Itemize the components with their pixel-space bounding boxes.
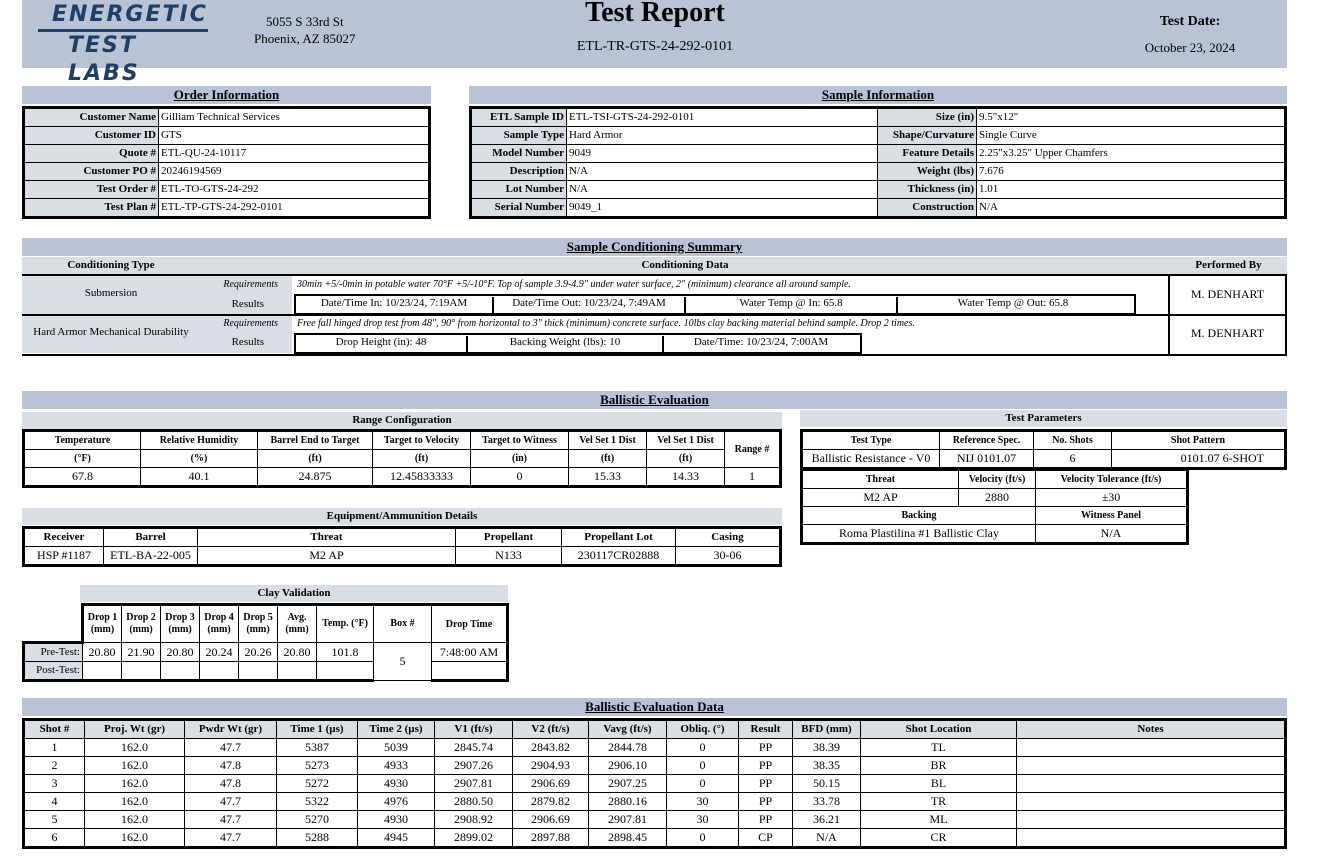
range-header: Vel Set 1 Dist — [647, 431, 725, 450]
equip-header: Casing — [676, 528, 781, 547]
data-cell: 5322 — [277, 793, 358, 811]
table-row — [471, 181, 1286, 199]
equip-value: HSP #1187 — [24, 547, 104, 566]
table-row — [24, 163, 430, 181]
data-cell: 2879.82 — [513, 793, 589, 811]
data-cell: 47.7 — [185, 739, 277, 757]
data-cell: 5288 — [277, 829, 358, 848]
clay-value: 20.80 — [83, 643, 122, 662]
data-cell — [1017, 757, 1286, 775]
order-value: GTS — [159, 127, 430, 145]
param-header: Velocity (ft/s) — [959, 471, 1036, 489]
table-row — [471, 127, 1286, 145]
data-cell: 4930 — [358, 775, 435, 793]
table-row — [471, 199, 1286, 218]
data-cell: 47.7 — [185, 829, 277, 848]
data-cell: ML — [861, 811, 1017, 829]
data-cell — [1017, 739, 1286, 757]
submersion-type: Submersion — [84, 287, 138, 299]
order-value: Gilliam Technical Services — [159, 108, 430, 127]
data-header: Shot # — [24, 720, 85, 739]
range-unit: (in) — [471, 450, 569, 468]
data-header: Proj. Wt (gr) — [85, 720, 185, 739]
sample-value: 9049_1 — [567, 199, 878, 218]
range-header: Relative Humidity — [141, 431, 258, 450]
submersion-res-label: Results — [231, 298, 264, 310]
data-cell: 2 — [24, 757, 85, 775]
data-cell: 2906.69 — [513, 775, 589, 793]
data-cell: 30 — [667, 811, 739, 829]
clay-value: 20.26 — [239, 643, 278, 662]
table-row — [24, 662, 508, 681]
data-cell: 2907.81 — [435, 775, 513, 793]
data-cell: TR — [861, 793, 1017, 811]
data-cell: 162.0 — [85, 829, 185, 848]
submersion-requirements: 30min +5/-0min in potable water 70°F +5/-10°F. Top of sample 3.9-4.9" under water surface, 2" (minimum) clearance all around sample. — [297, 279, 851, 290]
data-header: Pwdr Wt (gr) — [185, 720, 277, 739]
table-row — [471, 108, 1286, 127]
order-label: Test Plan # — [24, 199, 159, 218]
range-value: 0 — [471, 468, 569, 487]
sample-label: Serial Number — [471, 199, 567, 218]
range-header: Target to Witness — [471, 431, 569, 450]
clay-header: Drop 5 (mm) — [239, 605, 278, 643]
data-cell: 4976 — [358, 793, 435, 811]
sample-label: Size (in) — [878, 108, 977, 127]
data-cell: PP — [739, 811, 793, 829]
data-header: Result — [739, 720, 793, 739]
sample-label: Weight (lbs) — [878, 163, 977, 181]
data-header: Time 2 (µs) — [358, 720, 435, 739]
sample-value: 9.5"x12" — [977, 108, 1286, 127]
param-value: N/A — [1036, 525, 1188, 544]
range-unit: (°F) — [24, 450, 141, 468]
equip-header: Barrel — [104, 528, 198, 547]
data-cell: CP — [739, 829, 793, 848]
table-row — [24, 829, 1286, 848]
data-cell: 2845.74 — [435, 739, 513, 757]
clay-value: 20.24 — [200, 643, 239, 662]
table-row — [24, 468, 781, 487]
data-cell: 36.21 — [793, 811, 861, 829]
sample-label: Lot Number — [471, 181, 567, 199]
test-params-title: Test Parameters — [800, 410, 1287, 427]
table-row — [24, 145, 430, 163]
equipment-table — [22, 526, 782, 567]
ballistic-eval-title: Ballistic Evaluation — [22, 391, 1287, 409]
equip-header: Threat — [198, 528, 456, 547]
clay-value: 21.90 — [122, 643, 161, 662]
equip-value: 30-06 — [676, 547, 781, 566]
param-value: Ballistic Resistance - V0 — [802, 450, 940, 469]
clay-empty — [83, 662, 122, 681]
report-id: ETL-TR-GTS-24-292-0101 — [576, 39, 734, 54]
range-config-table — [22, 429, 782, 488]
data-cell: BR — [861, 757, 1017, 775]
param-value: Roma Plastilina #1 Ballistic Clay — [802, 525, 1036, 544]
data-cell: 0 — [667, 739, 739, 757]
data-cell: 2904.93 — [513, 757, 589, 775]
equip-value: 230117CR02888 — [562, 547, 676, 566]
sample-value: 7.676 — [977, 163, 1286, 181]
report-title: Test Report — [585, 0, 725, 28]
data-cell: 47.7 — [185, 793, 277, 811]
range-config-title: Range Configuration — [22, 412, 782, 429]
table-row — [24, 775, 1286, 793]
data-cell: 47.8 — [185, 757, 277, 775]
param-value: M2 AP — [802, 489, 959, 507]
clay-corner — [24, 605, 83, 643]
order-label: Test Order # — [24, 181, 159, 199]
data-cell: 5039 — [358, 739, 435, 757]
submersion-temp-out: Water Temp @ Out: 65.8 — [957, 297, 1069, 309]
equip-header: Propellant — [456, 528, 562, 547]
clay-value: 101.8 — [317, 643, 374, 662]
range-value: 12.45833333 — [373, 468, 471, 487]
param-value: 6 — [1034, 450, 1112, 469]
clay-validation-table — [22, 603, 509, 682]
range-unit: (ft) — [258, 450, 373, 468]
data-cell: 2899.02 — [435, 829, 513, 848]
range-value: 40.1 — [141, 468, 258, 487]
data-cell: 33.78 — [793, 793, 861, 811]
table-header-row — [24, 431, 781, 450]
ballistic-data-table — [22, 718, 1287, 849]
order-label: Quote # — [24, 145, 159, 163]
data-cell: 2843.82 — [513, 739, 589, 757]
submersion-time-in: Date/Time In: 10/23/24, 7:19AM — [296, 297, 494, 313]
equipment-title: Equipment/Ammunition Details — [22, 508, 782, 525]
table-row — [24, 739, 1286, 757]
range-value: 14.33 — [647, 468, 725, 487]
mechanical-performed-by: M. DENHART — [1190, 326, 1265, 340]
range-unit: (ft) — [647, 450, 725, 468]
order-value: 20246194569 — [159, 163, 430, 181]
submersion-temp-in: Water Temp @ In: 65.8 — [686, 297, 898, 313]
data-cell: 2880.16 — [589, 793, 667, 811]
param-header: Threat — [802, 471, 959, 489]
data-cell: 38.39 — [793, 739, 861, 757]
data-cell: 4 — [24, 793, 85, 811]
data-cell: 4933 — [358, 757, 435, 775]
ballistic-data-title: Ballistic Evaluation Data — [22, 698, 1287, 716]
company-logo — [38, 2, 218, 86]
data-header: V2 (ft/s) — [513, 720, 589, 739]
data-cell: 2844.78 — [589, 739, 667, 757]
mechanical-drop-height: Drop Height (in): 48 — [296, 336, 468, 352]
data-cell — [1017, 811, 1286, 829]
data-cell: 2880.50 — [435, 793, 513, 811]
range-header: Vel Set 1 Dist — [569, 431, 647, 450]
data-header: Vavg (ft/s) — [589, 720, 667, 739]
sample-value: Single Curve — [977, 127, 1286, 145]
data-cell: 3 — [24, 775, 85, 793]
test-date-value: October 23, 2024 — [1144, 40, 1236, 55]
order-info-title: Order Information — [22, 86, 431, 104]
order-info-table — [22, 106, 431, 219]
clay-value: 7:48:00 AM — [432, 643, 508, 662]
param-header: Test Type — [802, 431, 940, 450]
sample-value: 2.25"x3.25" Upper Chamfers — [977, 145, 1286, 163]
mechanical-requirements: Free fall hinged drop test from 48", 90° from horizontal to 3" thick (minimum) concrete surface. 10lbs clay backing material behind sample. Drop 2 times. — [297, 318, 915, 329]
range-unit: (ft) — [569, 450, 647, 468]
clay-value: 5 — [374, 643, 432, 681]
clay-empty — [278, 662, 317, 681]
table-row — [24, 757, 1286, 775]
table-row — [471, 145, 1286, 163]
clay-header: Box # — [374, 605, 432, 643]
table-header-row — [802, 507, 1188, 525]
data-cell: 5270 — [277, 811, 358, 829]
col-performed-by: Performed By — [1195, 259, 1262, 271]
range-header: Range # — [725, 431, 781, 468]
equip-value: ETL-BA-22-005 — [104, 547, 198, 566]
data-cell: 47.8 — [185, 775, 277, 793]
order-value: ETL-QU-24-10117 — [159, 145, 430, 163]
data-cell: 30 — [667, 793, 739, 811]
mechanical-res-label: Results — [231, 336, 264, 348]
mechanical-type: Hard Armor Mechanical Durability — [33, 326, 189, 338]
mechanical-datetime: Date/Time: 10/23/24, 7:00AM — [693, 336, 829, 348]
conditioning-title: Sample Conditioning Summary — [22, 238, 1287, 256]
col-conditioning-data: Conditioning Data — [641, 259, 729, 271]
data-header: Shot Location — [861, 720, 1017, 739]
param-value: 2880 — [959, 489, 1036, 507]
test-params-table-2 — [800, 470, 1189, 545]
test-params-table-1 — [800, 429, 1287, 470]
data-cell: 5387 — [277, 739, 358, 757]
range-unit: (%) — [141, 450, 258, 468]
data-cell: CR — [861, 829, 1017, 848]
param-value: 0101.07 6-SHOT — [1112, 450, 1286, 469]
table-row — [24, 127, 430, 145]
clay-value: 20.80 — [278, 643, 317, 662]
table-header-row — [24, 528, 781, 547]
equip-value: M2 AP — [198, 547, 456, 566]
param-value: ±30 — [1036, 489, 1188, 507]
data-cell: BL — [861, 775, 1017, 793]
submersion-time-out: Date/Time Out: 10/23/24, 7:49AM — [494, 297, 686, 313]
data-cell: 2906.69 — [513, 811, 589, 829]
table-row — [24, 199, 430, 218]
sample-value: Hard Armor — [567, 127, 878, 145]
data-cell: 6 — [24, 829, 85, 848]
clay-header: Drop 1 (mm) — [83, 605, 122, 643]
range-value: 1 — [725, 468, 781, 487]
data-cell: 5273 — [277, 757, 358, 775]
clay-header: Temp. (°F) — [317, 605, 374, 643]
clay-empty — [161, 662, 200, 681]
order-label: Customer PO # — [24, 163, 159, 181]
data-cell: N/A — [793, 829, 861, 848]
param-value: NIJ 0101.07 — [940, 450, 1034, 469]
table-row — [24, 181, 430, 199]
table-header-row — [24, 605, 508, 643]
mechanical-req-label: Requirements — [223, 318, 278, 329]
data-cell: PP — [739, 793, 793, 811]
table-units-row — [24, 450, 781, 468]
address-line1: 5055 S 33rd St — [266, 14, 344, 29]
equip-header: Receiver — [24, 528, 104, 547]
sample-value: N/A — [567, 181, 878, 199]
sample-label: Feature Details — [878, 145, 977, 163]
data-header: Notes — [1017, 720, 1286, 739]
param-header: No. Shots — [1034, 431, 1112, 450]
range-header: Target to Velocity — [373, 431, 471, 450]
range-value: 24.875 — [258, 468, 373, 487]
data-header: Time 1 (µs) — [277, 720, 358, 739]
param-header: Backing — [802, 507, 1036, 525]
clay-header: Avg. (mm) — [278, 605, 317, 643]
test-date-label: Test Date: — [1159, 14, 1221, 29]
data-cell: 162.0 — [85, 757, 185, 775]
sample-value: ETL-TSI-GTS-24-292-0101 — [567, 108, 878, 127]
sample-label: Construction — [878, 199, 977, 218]
data-cell: 2908.92 — [435, 811, 513, 829]
clay-empty — [239, 662, 278, 681]
data-cell: 4945 — [358, 829, 435, 848]
data-cell: 0 — [667, 775, 739, 793]
submersion-performed-by: M. DENHART — [1190, 287, 1265, 301]
table-row — [24, 108, 430, 127]
sample-value: N/A — [977, 199, 1286, 218]
order-label: Customer Name — [24, 108, 159, 127]
data-header: BFD (mm) — [793, 720, 861, 739]
table-row — [471, 163, 1286, 181]
table-header-row — [24, 720, 1286, 739]
range-header: Temperature — [24, 431, 141, 450]
data-cell — [1017, 775, 1286, 793]
data-cell: 38.35 — [793, 757, 861, 775]
range-unit: (ft) — [373, 450, 471, 468]
sample-value: 1.01 — [977, 181, 1286, 199]
data-cell: 0 — [667, 829, 739, 848]
table-row — [802, 525, 1188, 544]
clay-header: Drop 3 (mm) — [161, 605, 200, 643]
mechanical-backing-weight: Backing Weight (lbs): 10 — [468, 336, 664, 352]
data-header: V1 (ft/s) — [435, 720, 513, 739]
range-header: Barrel End to Target — [258, 431, 373, 450]
address-line2: Phoenix, AZ 85027 — [254, 31, 356, 46]
sample-value: 9049 — [567, 145, 878, 163]
table-header-row — [802, 431, 1286, 450]
range-value: 15.33 — [569, 468, 647, 487]
sample-label: Shape/Curvature — [878, 127, 977, 145]
sample-info-table — [469, 106, 1287, 219]
order-value: ETL-TO-GTS-24-292 — [159, 181, 430, 199]
logo-line1: ENERGETIC — [52, 2, 208, 27]
col-conditioning-type: Conditioning Type — [67, 259, 155, 271]
clay-header: Drop 4 (mm) — [200, 605, 239, 643]
sample-label: Model Number — [471, 145, 567, 163]
data-cell: 50.15 — [793, 775, 861, 793]
data-cell: 2906.10 — [589, 757, 667, 775]
data-cell: 162.0 — [85, 793, 185, 811]
data-cell — [1017, 793, 1286, 811]
sample-label: Sample Type — [471, 127, 567, 145]
clay-post-label: Post-Test: — [24, 662, 83, 681]
sample-info-title: Sample Information — [469, 86, 1287, 104]
clay-empty — [200, 662, 239, 681]
logo-line2: TEST LABS — [68, 33, 140, 86]
param-header: Witness Panel — [1036, 507, 1188, 525]
data-header: Obliq. (°) — [667, 720, 739, 739]
clay-validation-title: Clay Validation — [80, 585, 508, 602]
equip-header: Propellant Lot — [562, 528, 676, 547]
data-cell: 2907.81 — [589, 811, 667, 829]
data-cell: 4930 — [358, 811, 435, 829]
data-cell: PP — [739, 775, 793, 793]
data-cell: 162.0 — [85, 775, 185, 793]
clay-empty — [432, 662, 508, 681]
table-row — [24, 643, 508, 662]
param-header: Shot Pattern — [1112, 431, 1286, 450]
clay-empty — [122, 662, 161, 681]
table-row — [24, 793, 1286, 811]
sample-label: Description — [471, 163, 567, 181]
param-header: Reference Spec. — [940, 431, 1034, 450]
clay-value: 20.80 — [161, 643, 200, 662]
sample-label: Thickness (in) — [878, 181, 977, 199]
data-cell: 2907.26 — [435, 757, 513, 775]
table-header-row — [802, 471, 1188, 489]
data-cell: 162.0 — [85, 811, 185, 829]
order-value: ETL-TP-GTS-24-292-0101 — [159, 199, 430, 218]
sample-value: N/A — [567, 163, 878, 181]
equip-value: N133 — [456, 547, 562, 566]
data-cell: 47.7 — [185, 811, 277, 829]
table-row — [802, 450, 1286, 469]
data-cell: 2907.25 — [589, 775, 667, 793]
order-label: Customer ID — [24, 127, 159, 145]
clay-header: Drop 2 (mm) — [122, 605, 161, 643]
data-cell: 162.0 — [85, 739, 185, 757]
data-cell: 5272 — [277, 775, 358, 793]
table-row — [24, 811, 1286, 829]
table-row — [802, 489, 1188, 507]
table-row — [24, 547, 781, 566]
data-cell: PP — [739, 739, 793, 757]
data-cell: 2898.45 — [589, 829, 667, 848]
data-cell: 2897.88 — [513, 829, 589, 848]
param-header: Velocity Tolerance (ft/s) — [1036, 471, 1188, 489]
data-cell — [1017, 829, 1286, 848]
clay-empty — [317, 662, 374, 681]
submersion-req-label: Requirements — [223, 279, 278, 290]
sample-label: ETL Sample ID — [471, 108, 567, 127]
data-cell: 0 — [667, 757, 739, 775]
range-value: 67.8 — [24, 468, 141, 487]
data-cell: PP — [739, 757, 793, 775]
data-cell: TL — [861, 739, 1017, 757]
data-cell: 1 — [24, 739, 85, 757]
clay-pre-label: Pre-Test: — [24, 643, 83, 662]
clay-header: Drop Time — [432, 605, 508, 643]
cond-vline — [1168, 274, 1170, 354]
data-cell: 5 — [24, 811, 85, 829]
